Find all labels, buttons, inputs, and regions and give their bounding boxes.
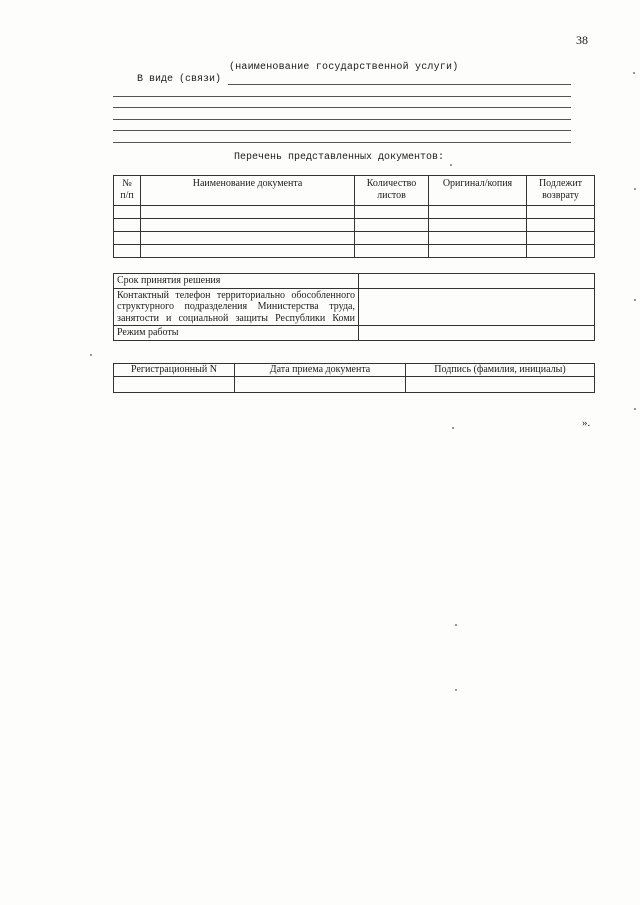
fill-line-3 xyxy=(113,107,571,108)
info-row-schedule xyxy=(114,326,595,341)
documents-list-title: Перечень представленных документов: xyxy=(234,152,445,163)
fill-line-4 xyxy=(113,119,571,120)
cell-number xyxy=(114,232,141,245)
scan-speck xyxy=(633,72,635,74)
cell-sheet-count xyxy=(355,245,429,258)
scan-speck xyxy=(452,427,454,429)
info-label-phone: Контактный телефон территориально обособленного структурного подразделения Министерства труда, занятости и социальной защиты Республики Коми xyxy=(114,288,359,326)
col-receipt-date: Дата приема документа xyxy=(235,364,406,377)
cell-number xyxy=(114,245,141,258)
info-label-deadline: Срок принятия решения xyxy=(114,274,359,289)
page-number: 38 xyxy=(576,33,588,47)
documents-table-row xyxy=(114,245,595,258)
col-return-label: Подлежит возврату xyxy=(538,178,583,201)
cell-original-copy xyxy=(429,219,527,232)
info-value-schedule xyxy=(359,326,595,341)
col-number-label: № п/п xyxy=(120,178,134,201)
scan-speck xyxy=(634,188,636,190)
documents-table-row xyxy=(114,219,595,232)
registration-empty-row xyxy=(114,377,595,393)
cell-document-name xyxy=(141,219,355,232)
col-document-name-label: Наименование документа xyxy=(192,178,303,189)
cell-return xyxy=(527,232,595,245)
scan-speck xyxy=(455,624,457,626)
service-caption: (наименование государственной услуги) xyxy=(229,62,459,73)
registration-number-cell xyxy=(114,377,235,393)
cell-document-name xyxy=(141,245,355,258)
scan-speck xyxy=(455,689,457,691)
col-number xyxy=(114,176,141,206)
cell-document-name xyxy=(141,206,355,219)
registration-table-header xyxy=(114,364,595,377)
col-return xyxy=(527,176,595,206)
col-original-copy xyxy=(429,176,527,206)
fill-line-5 xyxy=(113,130,571,131)
cell-return xyxy=(527,219,595,232)
info-label-schedule: Режим работы xyxy=(114,326,359,341)
cell-return xyxy=(527,245,595,258)
registration-table xyxy=(113,363,595,393)
documents-table xyxy=(113,175,595,258)
form-label: В виде (связи) xyxy=(137,74,222,85)
cell-sheet-count xyxy=(355,219,429,232)
info-row-deadline xyxy=(114,274,595,289)
cell-sheet-count xyxy=(355,206,429,219)
cell-number xyxy=(114,219,141,232)
fill-line-6 xyxy=(113,142,571,143)
scan-speck xyxy=(450,164,452,166)
fill-line-2 xyxy=(113,96,571,97)
col-sheet-count xyxy=(355,176,429,206)
scan-speck xyxy=(90,354,92,356)
col-original-copy-label: Оригинал/копия xyxy=(442,178,513,189)
scan-speck xyxy=(634,299,636,301)
cell-original-copy xyxy=(429,206,527,219)
documents-table-row xyxy=(114,206,595,219)
cell-original-copy xyxy=(429,245,527,258)
info-table xyxy=(113,273,595,341)
col-registration-number: Регистрационный N xyxy=(114,364,235,377)
signature-cell xyxy=(406,377,595,393)
receipt-date-cell xyxy=(235,377,406,393)
info-value-phone xyxy=(359,288,595,326)
col-document-name xyxy=(141,176,355,206)
cell-return xyxy=(527,206,595,219)
scan-speck xyxy=(634,408,636,410)
col-signature: Подпись (фамилия, инициалы) xyxy=(406,364,595,377)
info-value-deadline xyxy=(359,274,595,289)
info-row-phone xyxy=(114,288,595,326)
documents-table-header xyxy=(114,176,595,206)
cell-sheet-count xyxy=(355,232,429,245)
closing-quote: ». xyxy=(582,417,591,429)
documents-table-row xyxy=(114,232,595,245)
cell-number xyxy=(114,206,141,219)
col-sheet-count-label: Количество листов xyxy=(366,178,417,201)
cell-document-name xyxy=(141,232,355,245)
fill-line-1 xyxy=(228,84,571,85)
cell-original-copy xyxy=(429,232,527,245)
